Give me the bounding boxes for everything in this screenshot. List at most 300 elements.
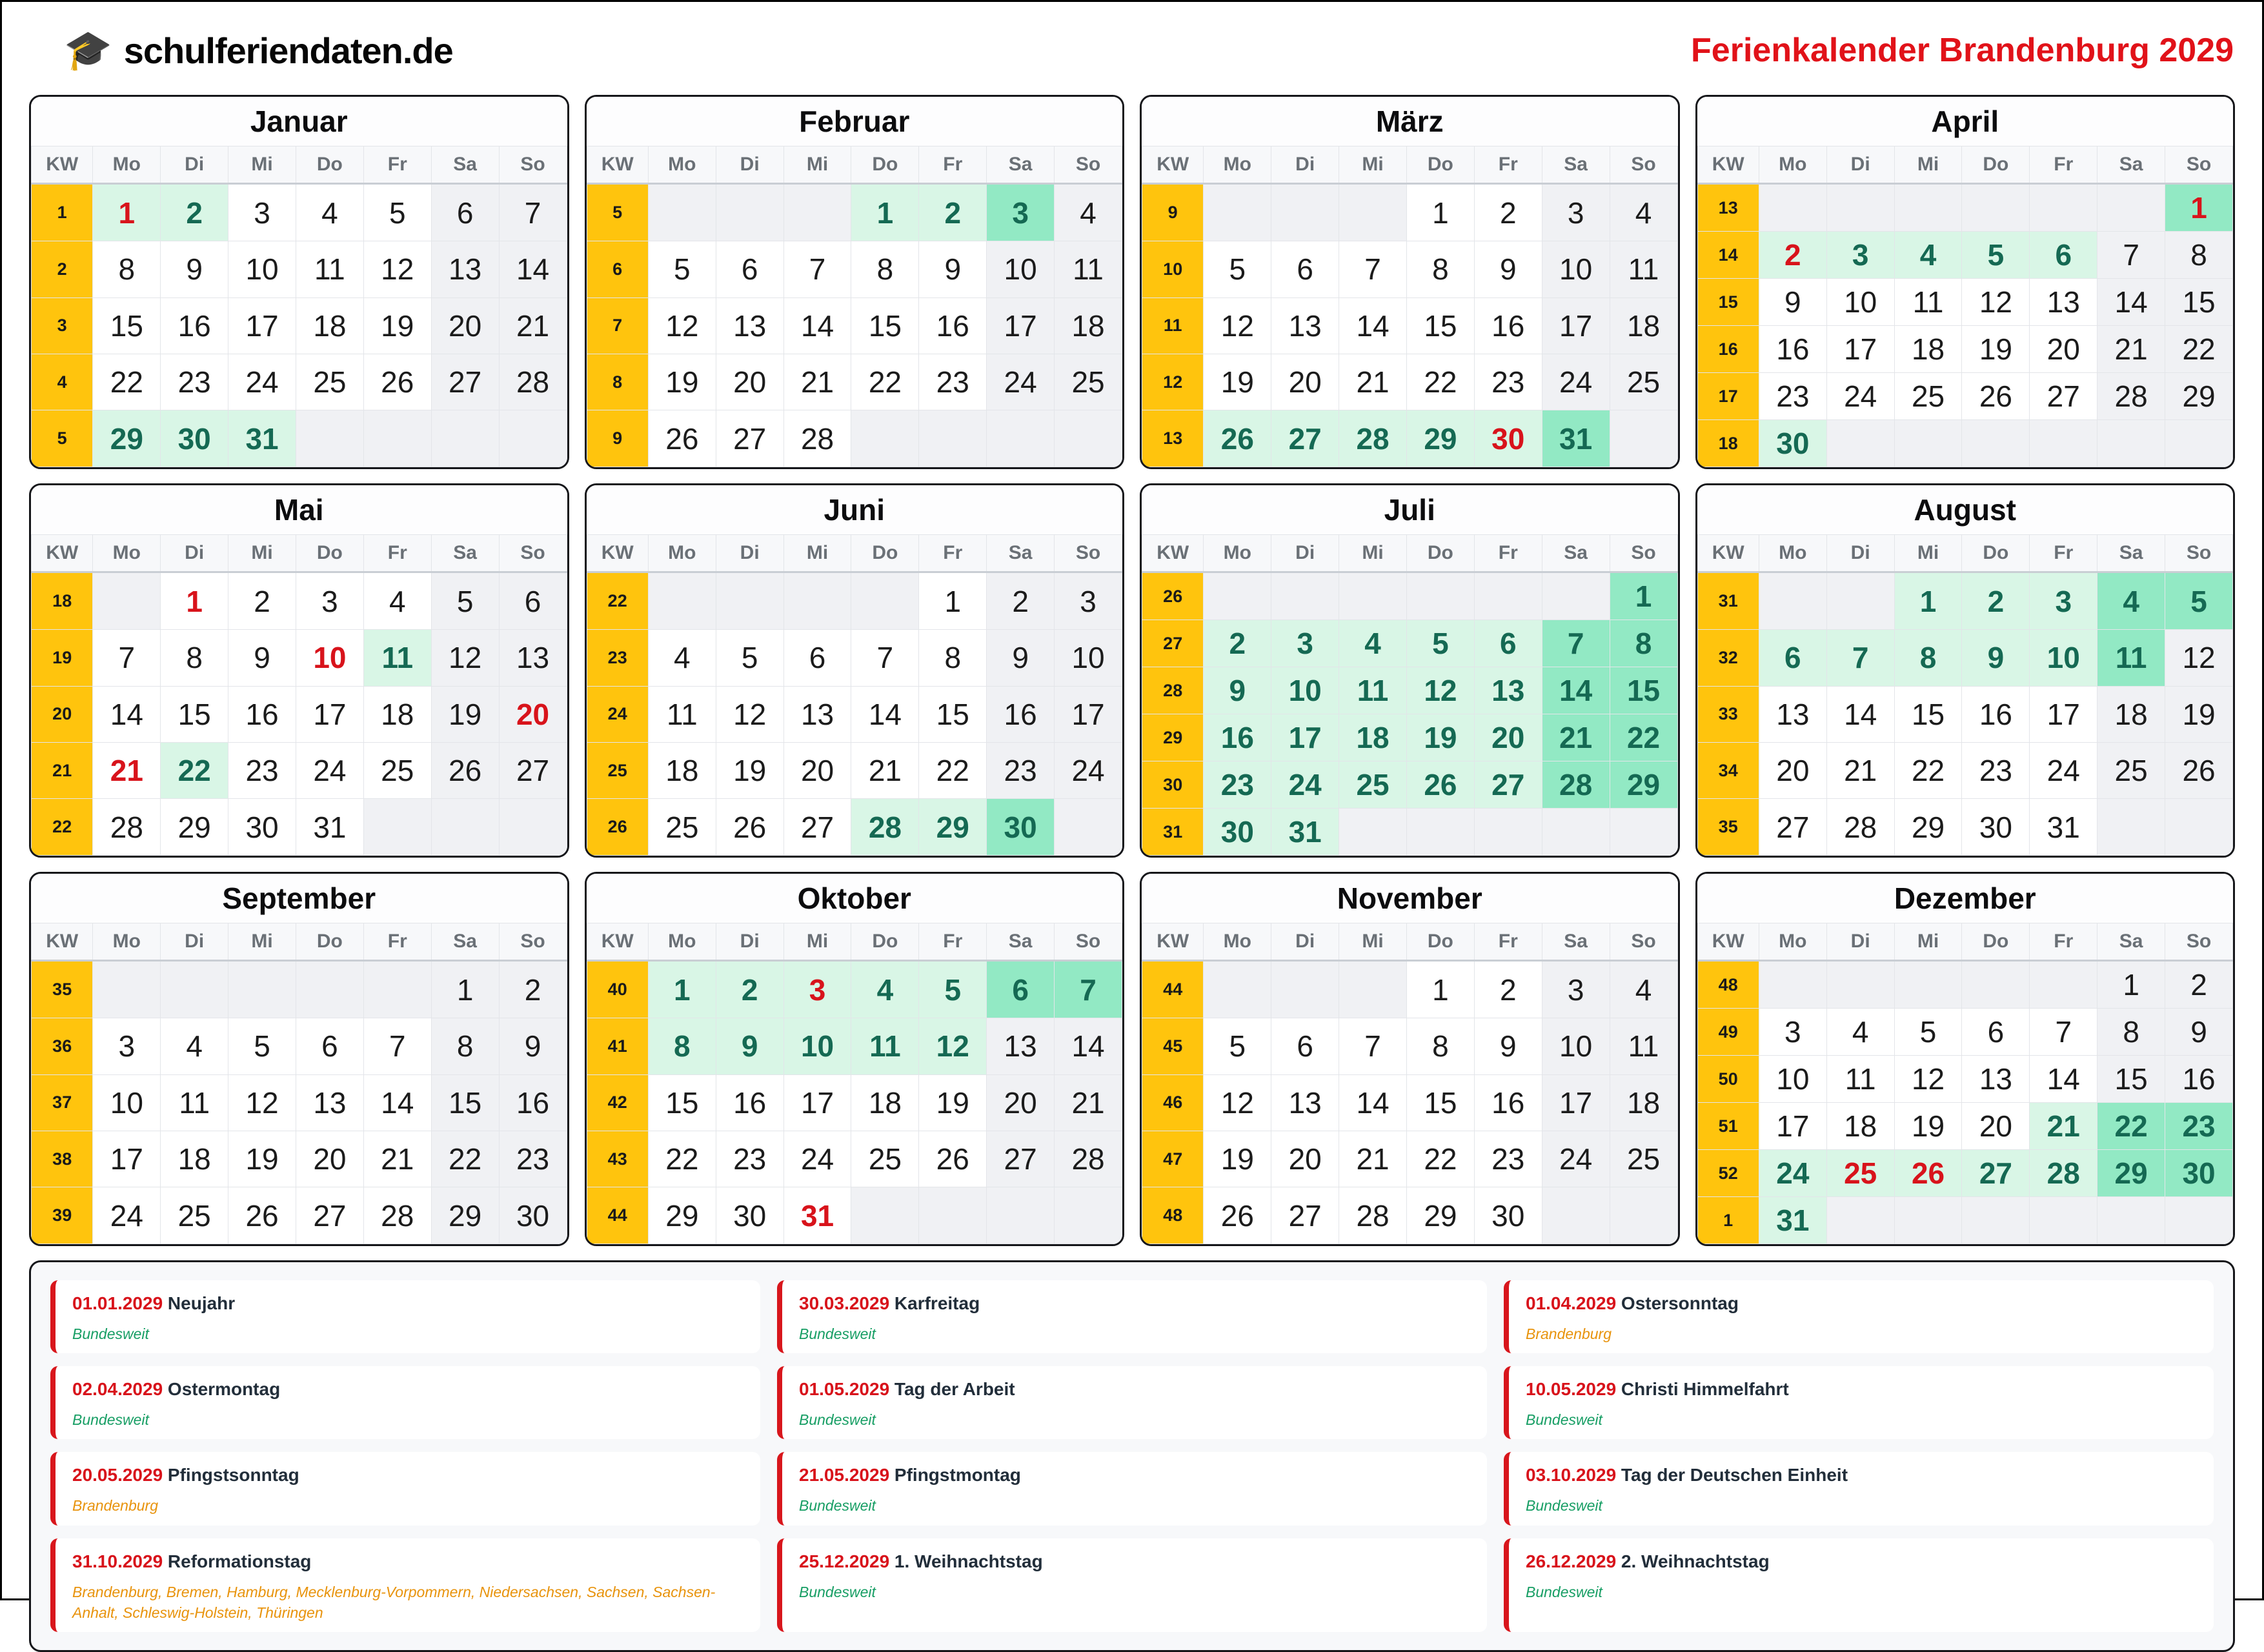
holiday-scope: Bundesweit bbox=[72, 1325, 149, 1342]
weekday-header-sa: Sa bbox=[987, 923, 1055, 961]
kw-cell: 19 bbox=[32, 630, 93, 686]
day-cell: 15 bbox=[1610, 667, 1677, 714]
day-cell: 26 bbox=[431, 743, 499, 799]
weekday-header-di: Di bbox=[161, 535, 228, 572]
kw-cell: 33 bbox=[1697, 686, 1759, 742]
day-cell: 11 bbox=[363, 630, 431, 686]
day-cell: 14 bbox=[851, 686, 919, 742]
kw-cell: 9 bbox=[587, 410, 648, 467]
empty-cell bbox=[2097, 1197, 2165, 1244]
kw-cell: 43 bbox=[587, 1131, 648, 1187]
day-cell: 22 bbox=[1610, 714, 1677, 761]
kw-cell: 13 bbox=[1142, 410, 1204, 467]
day-cell: 10 bbox=[1759, 1056, 1826, 1103]
day-cell: 12 bbox=[1204, 1074, 1271, 1131]
day-cell: 25 bbox=[2097, 743, 2165, 799]
month-september bbox=[29, 872, 569, 1246]
day-cell: 15 bbox=[2165, 279, 2233, 326]
day-cell: 9 bbox=[161, 241, 228, 297]
day-cell: 2 bbox=[1204, 620, 1271, 667]
holiday-name: 1. Weihnachtstag bbox=[889, 1551, 1043, 1571]
empty-cell bbox=[1826, 1197, 1894, 1244]
day-cell: 6 bbox=[716, 241, 783, 297]
day-cell: 11 bbox=[1894, 279, 1962, 326]
holiday-entry bbox=[50, 1538, 760, 1632]
day-cell: 17 bbox=[1759, 1103, 1826, 1150]
day-cell: 14 bbox=[1339, 297, 1407, 354]
day-cell: 9 bbox=[919, 241, 987, 297]
day-cell: 5 bbox=[363, 184, 431, 241]
weekday-header-do: Do bbox=[1406, 146, 1474, 184]
kw-cell: 10 bbox=[1142, 241, 1204, 297]
weekday-header-so: So bbox=[2165, 146, 2233, 184]
day-cell: 22 bbox=[2165, 326, 2233, 373]
day-cell: 6 bbox=[1474, 620, 1542, 667]
empty-cell bbox=[296, 410, 363, 467]
weekday-header-do: Do bbox=[1962, 535, 2030, 572]
day-cell: 7 bbox=[363, 1018, 431, 1074]
empty-cell bbox=[2097, 420, 2165, 467]
day-cell: 20 bbox=[783, 743, 851, 799]
day-cell: 18 bbox=[851, 1074, 919, 1131]
day-cell: 12 bbox=[919, 1018, 987, 1074]
day-cell: 16 bbox=[987, 686, 1055, 742]
kw-cell: 35 bbox=[1697, 799, 1759, 856]
weekday-header-di: Di bbox=[1826, 146, 1894, 184]
weekday-header-mi: Mi bbox=[783, 923, 851, 961]
weekday-header-do: Do bbox=[851, 146, 919, 184]
month-august bbox=[1695, 483, 2236, 858]
weekday-header-so: So bbox=[1055, 146, 1122, 184]
kw-cell: 29 bbox=[1142, 714, 1204, 761]
day-cell: 5 bbox=[919, 961, 987, 1018]
kw-cell: 1 bbox=[1697, 1197, 1759, 1244]
empty-cell bbox=[1204, 184, 1271, 241]
day-cell: 17 bbox=[2030, 686, 2097, 742]
empty-cell bbox=[2165, 799, 2233, 856]
day-cell: 19 bbox=[1894, 1103, 1962, 1150]
day-cell: 11 bbox=[161, 1074, 228, 1131]
day-cell: 7 bbox=[1542, 620, 1610, 667]
day-cell: 1 bbox=[1406, 184, 1474, 241]
day-cell: 15 bbox=[2097, 1056, 2165, 1103]
day-cell: 29 bbox=[1406, 410, 1474, 467]
day-cell: 1 bbox=[431, 961, 499, 1018]
kw-header: KW bbox=[1142, 923, 1204, 961]
holiday-scope: Bundesweit bbox=[799, 1325, 876, 1342]
day-cell: 30 bbox=[499, 1187, 567, 1244]
day-cell: 18 bbox=[2097, 686, 2165, 742]
empty-cell bbox=[363, 410, 431, 467]
kw-header: KW bbox=[587, 923, 648, 961]
empty-cell bbox=[987, 1187, 1055, 1244]
day-cell: 1 bbox=[2165, 184, 2233, 232]
day-cell: 17 bbox=[1542, 1074, 1610, 1131]
weekday-header-fr: Fr bbox=[919, 146, 987, 184]
kw-cell: 8 bbox=[587, 354, 648, 410]
day-cell: 3 bbox=[1542, 184, 1610, 241]
day-cell: 30 bbox=[228, 799, 296, 856]
day-cell: 8 bbox=[1610, 620, 1677, 667]
day-cell: 8 bbox=[2165, 232, 2233, 279]
day-cell: 8 bbox=[1406, 241, 1474, 297]
weekday-header-do: Do bbox=[851, 923, 919, 961]
kw-cell: 50 bbox=[1697, 1056, 1759, 1103]
day-cell: 3 bbox=[1055, 572, 1122, 630]
month-table bbox=[31, 923, 567, 1244]
empty-cell bbox=[431, 410, 499, 467]
empty-cell bbox=[1962, 184, 2030, 232]
day-cell: 29 bbox=[1894, 799, 1962, 856]
day-cell: 13 bbox=[499, 630, 567, 686]
day-cell: 27 bbox=[2030, 373, 2097, 420]
day-cell: 21 bbox=[1339, 1131, 1407, 1187]
empty-cell bbox=[1826, 420, 1894, 467]
day-cell: 5 bbox=[648, 241, 716, 297]
day-cell: 6 bbox=[783, 630, 851, 686]
day-cell: 25 bbox=[363, 743, 431, 799]
day-cell: 14 bbox=[1055, 1018, 1122, 1074]
day-cell: 29 bbox=[2097, 1150, 2165, 1197]
kw-cell: 26 bbox=[1142, 572, 1204, 620]
day-cell: 14 bbox=[363, 1074, 431, 1131]
empty-cell bbox=[1610, 809, 1677, 856]
weekday-header-fr: Fr bbox=[1474, 146, 1542, 184]
day-cell: 2 bbox=[161, 184, 228, 241]
weekday-header-fr: Fr bbox=[363, 923, 431, 961]
day-cell: 6 bbox=[296, 1018, 363, 1074]
day-cell: 20 bbox=[1759, 743, 1826, 799]
day-cell: 13 bbox=[716, 297, 783, 354]
day-cell: 9 bbox=[2165, 1009, 2233, 1056]
day-cell: 29 bbox=[161, 799, 228, 856]
empty-cell bbox=[1339, 184, 1407, 241]
day-cell: 19 bbox=[1962, 326, 2030, 373]
day-cell: 8 bbox=[851, 241, 919, 297]
empty-cell bbox=[2097, 184, 2165, 232]
empty-cell bbox=[1826, 961, 1894, 1009]
weekday-header-so: So bbox=[499, 535, 567, 572]
empty-cell bbox=[1055, 799, 1122, 856]
day-cell: 21 bbox=[1339, 354, 1407, 410]
day-cell: 24 bbox=[783, 1131, 851, 1187]
day-cell: 14 bbox=[1542, 667, 1610, 714]
day-cell: 18 bbox=[1610, 297, 1677, 354]
weekday-header-sa: Sa bbox=[431, 146, 499, 184]
kw-cell: 42 bbox=[587, 1074, 648, 1131]
day-cell: 27 bbox=[1271, 1187, 1339, 1244]
empty-cell bbox=[1406, 572, 1474, 620]
day-cell: 8 bbox=[648, 1018, 716, 1074]
kw-cell: 48 bbox=[1142, 1187, 1204, 1244]
empty-cell bbox=[1962, 1197, 2030, 1244]
weekday-header-mi: Mi bbox=[1339, 146, 1407, 184]
weekday-header-sa: Sa bbox=[1542, 923, 1610, 961]
day-cell: 15 bbox=[1894, 686, 1962, 742]
day-cell: 19 bbox=[431, 686, 499, 742]
day-cell: 15 bbox=[1406, 1074, 1474, 1131]
day-cell: 7 bbox=[499, 184, 567, 241]
month-title: Juli bbox=[1142, 485, 1678, 534]
month-dezember bbox=[1695, 872, 2236, 1246]
day-cell: 22 bbox=[2097, 1103, 2165, 1150]
kw-cell: 18 bbox=[32, 572, 93, 630]
kw-cell: 14 bbox=[1697, 232, 1759, 279]
kw-header: KW bbox=[587, 146, 648, 184]
holiday-entry bbox=[777, 1366, 1487, 1439]
day-cell: 19 bbox=[2165, 686, 2233, 742]
empty-cell bbox=[2165, 1197, 2233, 1244]
day-cell: 27 bbox=[1474, 761, 1542, 809]
day-cell: 11 bbox=[1826, 1056, 1894, 1103]
day-cell: 14 bbox=[2097, 279, 2165, 326]
empty-cell bbox=[1610, 1187, 1677, 1244]
day-cell: 6 bbox=[987, 961, 1055, 1018]
day-cell: 17 bbox=[987, 297, 1055, 354]
day-cell: 30 bbox=[2165, 1150, 2233, 1197]
day-cell: 13 bbox=[2030, 279, 2097, 326]
kw-cell: 38 bbox=[32, 1131, 93, 1187]
months-grid bbox=[2, 92, 2262, 1246]
day-cell: 18 bbox=[1055, 297, 1122, 354]
month-oktober bbox=[585, 872, 1125, 1246]
day-cell: 12 bbox=[363, 241, 431, 297]
empty-cell bbox=[93, 961, 161, 1018]
day-cell: 31 bbox=[1542, 410, 1610, 467]
day-cell: 4 bbox=[1055, 184, 1122, 241]
empty-cell bbox=[919, 410, 987, 467]
day-cell: 15 bbox=[851, 297, 919, 354]
holiday-date: 01.05.2029 bbox=[799, 1379, 890, 1400]
holiday-entry bbox=[50, 1280, 760, 1353]
kw-cell: 5 bbox=[587, 184, 648, 241]
weekday-header-sa: Sa bbox=[1542, 146, 1610, 184]
holiday-scope: Bundesweit bbox=[1526, 1497, 1602, 1515]
empty-cell bbox=[1759, 184, 1826, 232]
month-juli bbox=[1140, 483, 1680, 858]
empty-cell bbox=[93, 572, 161, 630]
day-cell: 17 bbox=[1826, 326, 1894, 373]
kw-cell: 26 bbox=[587, 799, 648, 856]
day-cell: 29 bbox=[2165, 373, 2233, 420]
empty-cell bbox=[161, 961, 228, 1018]
day-cell: 1 bbox=[1894, 572, 1962, 630]
day-cell: 3 bbox=[783, 961, 851, 1018]
day-cell: 19 bbox=[1406, 714, 1474, 761]
day-cell: 4 bbox=[1610, 184, 1677, 241]
empty-cell bbox=[228, 961, 296, 1018]
day-cell: 20 bbox=[296, 1131, 363, 1187]
day-cell: 8 bbox=[1406, 1018, 1474, 1074]
kw-cell: 27 bbox=[1142, 620, 1204, 667]
day-cell: 2 bbox=[2165, 961, 2233, 1009]
day-cell: 28 bbox=[783, 410, 851, 467]
kw-cell: 22 bbox=[587, 572, 648, 630]
day-cell: 1 bbox=[1406, 961, 1474, 1018]
day-cell: 24 bbox=[987, 354, 1055, 410]
day-cell: 28 bbox=[1542, 761, 1610, 809]
weekday-header-mi: Mi bbox=[1894, 146, 1962, 184]
kw-cell: 44 bbox=[1142, 961, 1204, 1018]
holiday-scope: Brandenburg bbox=[72, 1497, 158, 1515]
day-cell: 28 bbox=[93, 799, 161, 856]
day-cell: 23 bbox=[499, 1131, 567, 1187]
day-cell: 27 bbox=[783, 799, 851, 856]
day-cell: 31 bbox=[1759, 1197, 1826, 1244]
kw-cell: 12 bbox=[1142, 354, 1204, 410]
month-table bbox=[1142, 923, 1678, 1244]
day-cell: 18 bbox=[1826, 1103, 1894, 1150]
empty-cell bbox=[851, 572, 919, 630]
day-cell: 17 bbox=[1055, 686, 1122, 742]
day-cell: 4 bbox=[161, 1018, 228, 1074]
kw-header: KW bbox=[1697, 535, 1759, 572]
day-cell: 16 bbox=[1204, 714, 1271, 761]
day-cell: 11 bbox=[1055, 241, 1122, 297]
weekday-header-so: So bbox=[1610, 923, 1677, 961]
empty-cell bbox=[1204, 572, 1271, 620]
day-cell: 2 bbox=[1759, 232, 1826, 279]
day-cell: 14 bbox=[93, 686, 161, 742]
kw-cell: 24 bbox=[587, 686, 648, 742]
day-cell: 23 bbox=[919, 354, 987, 410]
holiday-entry bbox=[50, 1452, 760, 1525]
day-cell: 16 bbox=[1759, 326, 1826, 373]
day-cell: 19 bbox=[648, 354, 716, 410]
kw-cell: 3 bbox=[32, 297, 93, 354]
holiday-name: Neujahr bbox=[163, 1293, 236, 1313]
kw-cell: 17 bbox=[1697, 373, 1759, 420]
day-cell: 21 bbox=[851, 743, 919, 799]
month-title: Januar bbox=[31, 97, 567, 146]
day-cell: 24 bbox=[1542, 354, 1610, 410]
empty-cell bbox=[1339, 572, 1407, 620]
day-cell: 17 bbox=[1542, 297, 1610, 354]
day-cell: 23 bbox=[1759, 373, 1826, 420]
day-cell: 21 bbox=[1826, 743, 1894, 799]
day-cell: 5 bbox=[228, 1018, 296, 1074]
month-januar bbox=[29, 95, 569, 469]
month-title: Juni bbox=[587, 485, 1123, 534]
day-cell: 24 bbox=[1826, 373, 1894, 420]
day-cell: 11 bbox=[2097, 630, 2165, 686]
day-cell: 13 bbox=[1474, 667, 1542, 714]
day-cell: 1 bbox=[161, 572, 228, 630]
holiday-entry bbox=[777, 1538, 1487, 1632]
empty-cell bbox=[1542, 1187, 1610, 1244]
month-title: Dezember bbox=[1697, 874, 2234, 923]
day-cell: 30 bbox=[161, 410, 228, 467]
day-cell: 30 bbox=[1204, 809, 1271, 856]
day-cell: 20 bbox=[1271, 354, 1339, 410]
day-cell: 6 bbox=[1271, 241, 1339, 297]
day-cell: 1 bbox=[851, 184, 919, 241]
day-cell: 11 bbox=[648, 686, 716, 742]
day-cell: 31 bbox=[1271, 809, 1339, 856]
day-cell: 22 bbox=[431, 1131, 499, 1187]
empty-cell bbox=[851, 410, 919, 467]
day-cell: 19 bbox=[363, 297, 431, 354]
day-cell: 10 bbox=[987, 241, 1055, 297]
weekday-header-do: Do bbox=[1962, 923, 2030, 961]
kw-cell: 15 bbox=[1697, 279, 1759, 326]
day-cell: 21 bbox=[1542, 714, 1610, 761]
day-cell: 13 bbox=[1759, 686, 1826, 742]
site-logo[interactable] bbox=[64, 30, 453, 72]
kw-cell: 30 bbox=[1142, 761, 1204, 809]
weekday-header-sa: Sa bbox=[1542, 535, 1610, 572]
day-cell: 3 bbox=[987, 184, 1055, 241]
month-table bbox=[587, 146, 1123, 467]
empty-cell bbox=[1204, 961, 1271, 1018]
day-cell: 16 bbox=[228, 686, 296, 742]
kw-cell: 51 bbox=[1697, 1103, 1759, 1150]
holiday-scope: Bundesweit bbox=[799, 1583, 876, 1600]
month-table bbox=[31, 534, 567, 856]
day-cell: 25 bbox=[1826, 1150, 1894, 1197]
day-cell: 18 bbox=[1610, 1074, 1677, 1131]
day-cell: 13 bbox=[783, 686, 851, 742]
day-cell: 26 bbox=[2165, 743, 2233, 799]
kw-cell: 41 bbox=[587, 1018, 648, 1074]
empty-cell bbox=[648, 184, 716, 241]
empty-cell bbox=[1271, 184, 1339, 241]
day-cell: 27 bbox=[1759, 799, 1826, 856]
day-cell: 22 bbox=[1406, 1131, 1474, 1187]
day-cell: 17 bbox=[783, 1074, 851, 1131]
weekday-header-sa: Sa bbox=[2097, 923, 2165, 961]
day-cell: 5 bbox=[1204, 1018, 1271, 1074]
day-cell: 5 bbox=[431, 572, 499, 630]
day-cell: 27 bbox=[987, 1131, 1055, 1187]
empty-cell bbox=[296, 961, 363, 1018]
day-cell: 12 bbox=[2165, 630, 2233, 686]
kw-cell: 40 bbox=[587, 961, 648, 1018]
weekday-header-sa: Sa bbox=[431, 535, 499, 572]
day-cell: 2 bbox=[716, 961, 783, 1018]
empty-cell bbox=[1474, 572, 1542, 620]
day-cell: 21 bbox=[783, 354, 851, 410]
empty-cell bbox=[499, 799, 567, 856]
empty-cell bbox=[716, 184, 783, 241]
kw-cell: 13 bbox=[1697, 184, 1759, 232]
empty-cell bbox=[2030, 1197, 2097, 1244]
holiday-name: Pfingstmontag bbox=[889, 1465, 1021, 1486]
holiday-date: 30.03.2029 bbox=[799, 1293, 890, 1313]
day-cell: 30 bbox=[1474, 410, 1542, 467]
weekday-header-do: Do bbox=[851, 535, 919, 572]
day-cell: 21 bbox=[499, 297, 567, 354]
day-cell: 22 bbox=[648, 1131, 716, 1187]
day-cell: 14 bbox=[783, 297, 851, 354]
day-cell: 25 bbox=[161, 1187, 228, 1244]
kw-cell: 22 bbox=[32, 799, 93, 856]
holiday-date: 10.05.2029 bbox=[1526, 1379, 1617, 1400]
empty-cell bbox=[1962, 961, 2030, 1009]
kw-cell: 36 bbox=[32, 1018, 93, 1074]
day-cell: 8 bbox=[1894, 630, 1962, 686]
weekday-header-so: So bbox=[1610, 535, 1677, 572]
day-cell: 28 bbox=[1055, 1131, 1122, 1187]
day-cell: 23 bbox=[716, 1131, 783, 1187]
weekday-header-fr: Fr bbox=[919, 535, 987, 572]
empty-cell bbox=[1826, 184, 1894, 232]
kw-cell: 44 bbox=[587, 1187, 648, 1244]
month-title: März bbox=[1142, 97, 1678, 146]
kw-cell: 46 bbox=[1142, 1074, 1204, 1131]
day-cell: 13 bbox=[1271, 1074, 1339, 1131]
day-cell: 10 bbox=[296, 630, 363, 686]
